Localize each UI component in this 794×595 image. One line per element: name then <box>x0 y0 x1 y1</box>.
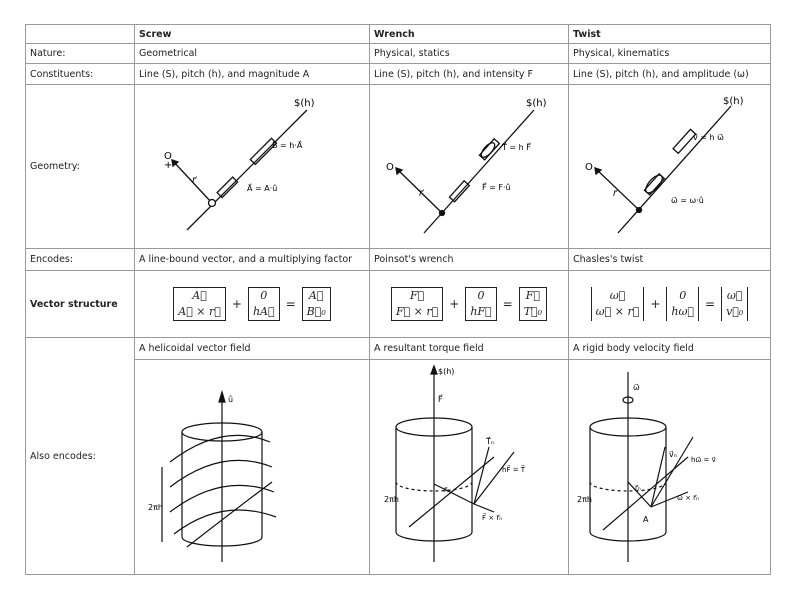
geometry-wrench-figure <box>370 85 569 249</box>
screw-top-label: B⃗ = h·A⃗ <box>272 140 303 150</box>
svg-text:A: A <box>643 515 649 524</box>
row-geometry <box>26 85 771 249</box>
row-label-nature: Nature: <box>26 44 135 64</box>
screw-mid-label: A⃗ = A·û <box>247 183 278 193</box>
cell-nature-twist: Physical, kinematics <box>569 44 771 64</box>
helical-field-figure <box>135 360 370 575</box>
vector-twist: ω⃗ ω⃗ × r⃗ + 0 hω⃗ = ω⃗ v⃗₀ <box>569 271 771 338</box>
header-screw: Screw <box>135 25 370 44</box>
svg-text:r⃗: r⃗ <box>419 188 423 199</box>
header-twist: Twist <box>569 25 771 44</box>
header-empty <box>26 25 135 44</box>
header-wrench: Wrench <box>370 25 569 44</box>
twist-cylinder-diagram <box>573 362 768 572</box>
row-nature <box>26 44 771 64</box>
twist-diagram <box>573 88 768 246</box>
svg-text:F⃗: F⃗ <box>438 395 443 404</box>
cell-constituents-wrench: Line (S), pitch (h), and intensity F <box>370 64 569 85</box>
svg-text:O: O <box>386 161 394 173</box>
svg-text:r⃗ₙ: r⃗ₙ <box>635 484 641 492</box>
svg-text:+: + <box>164 159 173 171</box>
svg-text:v⃗ₙ: v⃗ₙ <box>669 450 677 459</box>
svg-text:hF⃗ = T⃗: hF⃗ = T⃗ <box>502 466 526 474</box>
comparison-table <box>25 24 771 575</box>
svg-text:ω⃗ = ω·û: ω⃗ = ω·û <box>671 195 704 205</box>
svg-text:ω⃗ × r⃗ₙ: ω⃗ × r⃗ₙ <box>677 494 699 502</box>
svg-text:O: O <box>585 161 593 173</box>
svg-text:û: û <box>228 395 234 404</box>
svg-text:ω⃗: ω⃗ <box>633 383 640 392</box>
row-encodes <box>26 249 771 271</box>
vector-screw: A⃗ A⃗ × r⃗ + 0 hA⃗ = A⃗ B⃗₀ <box>135 271 370 338</box>
axis-label: $(h) <box>294 97 315 109</box>
geometry-screw-figure <box>135 85 370 249</box>
row-vector-structure <box>26 271 771 338</box>
caption-screw: A helicoidal vector field <box>135 338 370 360</box>
svg-text:2πh: 2πh <box>384 495 399 504</box>
caption-twist: A rigid body velocity field <box>569 338 771 360</box>
row-label-constituents: Constituents: <box>26 64 135 85</box>
row-also-figures <box>26 360 771 575</box>
row-constituents <box>26 64 771 85</box>
caption-wrench: A resultant torque field <box>370 338 569 360</box>
svg-text:v⃗ = h ω⃗: v⃗ = h ω⃗ <box>693 132 724 142</box>
cell-nature-wrench: Physical, statics <box>370 44 569 64</box>
svg-text:$(h): $(h) <box>526 97 547 109</box>
origin-label: O <box>164 150 172 162</box>
svg-text:T⃗ₙ: T⃗ₙ <box>486 437 495 446</box>
header-row <box>26 25 771 44</box>
cell-encodes-twist: Chasles's twist <box>569 249 771 271</box>
row-also-captions <box>26 338 771 360</box>
vector-wrench: F⃗ F⃗ × r⃗ + 0 hF⃗ = F⃗ T⃗₀ <box>370 271 569 338</box>
row-label-also: Also encodes: <box>26 338 135 575</box>
svg-text:hω⃗ = v⃗: hω⃗ = v⃗ <box>691 456 716 464</box>
svg-text:2πh: 2πh <box>577 495 592 504</box>
svg-text:r⃗ₙ: r⃗ₙ <box>444 486 450 494</box>
velocity-field-figure <box>569 360 771 575</box>
cell-encodes-wrench: Poinsot's wrench <box>370 249 569 271</box>
screw-diagram <box>142 88 362 246</box>
row-label-vector: Vector structure <box>26 271 135 338</box>
svg-text:$(h): $(h) <box>438 367 455 376</box>
svg-text:$(h): $(h) <box>723 95 744 107</box>
row-label-encodes: Encodes: <box>26 249 135 271</box>
cell-constituents-twist: Line (S), pitch (h), and amplitude (ω) <box>569 64 771 85</box>
cell-encodes-screw: A line-bound vector, and a multiplying factor <box>135 249 370 271</box>
svg-text:F⃗ × r⃗ₙ: F⃗ × r⃗ₙ <box>482 514 503 522</box>
wrench-diagram <box>374 88 564 246</box>
r-vector-label: r⃗ <box>192 175 196 186</box>
wrench-cylinder-diagram <box>374 362 564 572</box>
geometry-twist-figure <box>569 85 771 249</box>
svg-text:F⃗ = F·û: F⃗ = F·û <box>482 182 511 192</box>
cell-constituents-screw: Line (S), pitch (h), and magnitude A <box>135 64 370 85</box>
svg-text:r⃗: r⃗ <box>613 188 617 199</box>
row-label-geometry: Geometry: <box>26 85 135 249</box>
helix-cylinder-diagram <box>142 362 362 572</box>
cell-nature-screw: Geometrical <box>135 44 370 64</box>
svg-text:T⃗ = h F⃗: T⃗ = h F⃗ <box>502 142 531 152</box>
svg-text:2πh: 2πh <box>148 503 163 512</box>
torque-field-figure <box>370 360 569 575</box>
